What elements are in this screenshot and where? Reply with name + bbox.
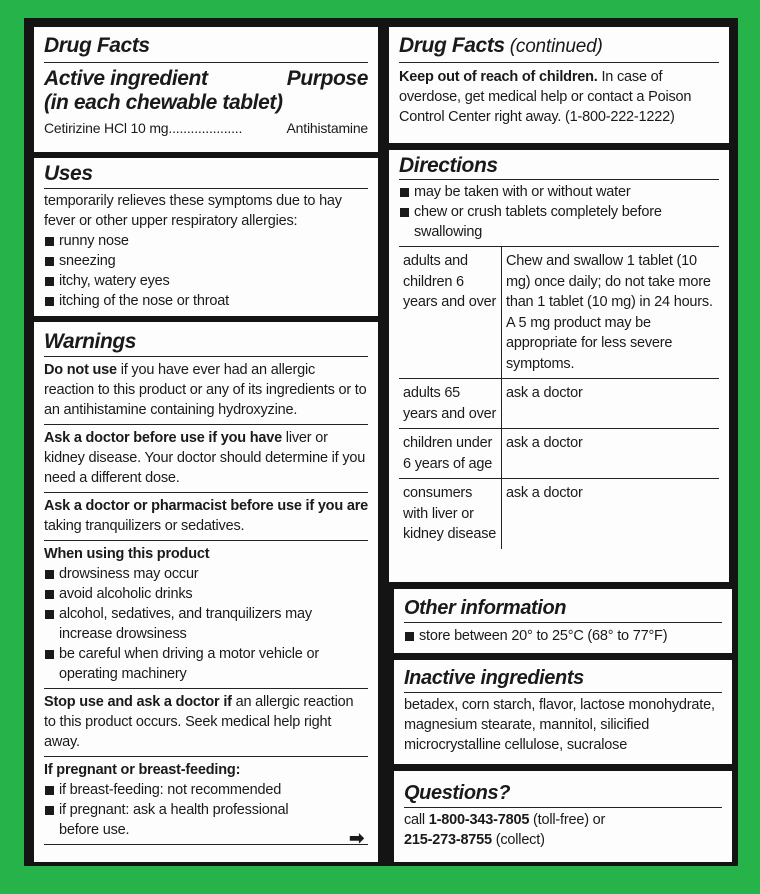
dosage-instruction: ask a doctor — [502, 379, 720, 429]
pregnant-label: If pregnant or breast-feeding: — [44, 762, 241, 778]
directions-item: chew or crush tablets completely before swallowing — [399, 202, 719, 242]
table-row — [399, 429, 719, 479]
active-ingredient-subheading: (in each chewable tablet) — [44, 91, 283, 114]
drug-facts-continued-label: Drug Facts — [399, 34, 505, 57]
inactive-ingredients-heading: Inactive ingredients — [404, 667, 722, 693]
keep-out-of-reach-text: In case of overdose, get medical help or contact a Poison Control Center right away. (1-800-222-1222) — [399, 69, 692, 125]
table-row — [399, 479, 719, 549]
stop-use-label: Stop use and ask a doctor if — [44, 694, 232, 710]
questions-line-2 — [404, 830, 722, 850]
pregnant-item: if breast-feeding: not recommended — [44, 780, 368, 800]
uses-item: itching of the nose or throat — [44, 291, 368, 311]
uses-panel — [34, 158, 378, 316]
dosage-group: adults 65 years and over — [399, 379, 502, 429]
stop-use-text: an allergic reaction to this product occurs. Seek medical help right away. — [44, 694, 354, 750]
drug-facts-continued-title — [399, 34, 719, 63]
table-row — [399, 379, 719, 429]
dosage-group: children under 6 years of age — [399, 429, 502, 479]
other-information-item: store between 20° to 25°C (68° to 77°F) — [404, 626, 722, 646]
ask-pharmacist-text: taking tranquilizers or sedatives. — [44, 518, 245, 534]
ask-pharmacist-section — [44, 493, 368, 541]
uses-item: runny nose — [44, 231, 368, 251]
toll-free-note: (toll-free) or — [529, 812, 606, 828]
table-row — [399, 247, 719, 379]
ask-pharmacist-label: Ask a doctor or pharmacist before use if you are — [44, 498, 368, 514]
uses-item: sneezing — [44, 251, 368, 271]
other-information-heading: Other information — [404, 597, 722, 623]
dosage-instruction: ask a doctor — [502, 479, 720, 549]
call-label: call — [404, 812, 429, 828]
uses-item: itchy, watery eyes — [44, 271, 368, 291]
dosage-group: adults and children 6 years and over — [399, 247, 502, 379]
purpose-heading: Purpose — [286, 67, 368, 90]
directions-item: may be taken with or without water — [399, 182, 719, 202]
dosage-instruction: Chew and swallow 1 tablet (10 mg) once daily; do not take more than 1 tablet (10 mg) in 24 hours. A 5 mg product may be appropriate for less severe symptoms. — [502, 247, 720, 379]
directions-panel — [389, 150, 729, 582]
when-using-section — [44, 541, 368, 689]
dosage-group: consumers with liver or kidney disease — [399, 479, 502, 549]
warnings-panel — [34, 322, 378, 862]
collect-phone: 215-273-8755 — [404, 832, 492, 848]
ask-doctor-label: Ask a doctor before use if you have — [44, 430, 282, 446]
inactive-ingredients-panel — [394, 660, 732, 764]
ingredient-dots: .................... — [168, 120, 243, 136]
pregnant-section — [44, 757, 368, 845]
directions-heading: Directions — [399, 154, 719, 180]
keep-out-of-reach — [399, 67, 719, 127]
drug-facts-title: Drug Facts — [44, 34, 368, 63]
when-using-item: alcohol, sedatives, and tranquilizers may increase drowsiness — [44, 604, 368, 644]
inactive-ingredients-text: betadex, corn starch, flavor, lactose monohydrate, magnesium stearate, mannitol, silicified microcrystalline cellulose, sucralose — [404, 697, 715, 753]
continue-arrow-icon: ➡ — [349, 828, 364, 848]
uses-intro: temporarily relieves these symptoms due to hay fever or other upper respiratory allergies: — [44, 193, 342, 229]
continued-suffix: (continued) — [504, 36, 603, 57]
dosage-instruction: ask a doctor — [502, 429, 720, 479]
directions-table — [399, 246, 719, 549]
toll-free-phone: 1-800-343-7805 — [428, 812, 530, 828]
pregnant-item: if pregnant: ask a health professional before use. — [44, 800, 368, 840]
collect-note: (collect) — [491, 832, 545, 848]
when-using-item: be careful when driving a motor vehicle or operating machinery — [44, 644, 368, 684]
when-using-item: avoid alcoholic drinks — [44, 584, 368, 604]
stop-use-section — [44, 689, 368, 757]
when-using-label: When using this product — [44, 546, 210, 562]
ingredient-purpose: Antihistamine — [286, 120, 368, 136]
active-ingredient-heading: Active ingredient — [44, 67, 208, 90]
ingredient-name: Cetirizine HCl 10 mg — [44, 120, 169, 136]
uses-heading: Uses — [44, 162, 368, 189]
drug-facts-continued-panel — [389, 27, 729, 143]
keep-out-of-reach-label: Keep out of reach of children. — [399, 69, 598, 85]
questions-heading: Questions? — [404, 782, 722, 808]
do-not-use-text: if you have ever had an allergic reaction to this product or any of its ingredients or to an antihistamine containing hydroxyzine. — [44, 362, 367, 418]
do-not-use-label: Do not use — [44, 362, 117, 378]
when-using-item: drowsiness may occur — [44, 564, 368, 584]
drug-facts-panel — [34, 27, 378, 152]
questions-panel — [394, 771, 732, 862]
ask-doctor-text: liver or kidney disease. Your doctor should determine if you need a different dose. — [44, 430, 366, 486]
ingredient-row — [44, 118, 368, 138]
questions-line-1 — [404, 810, 722, 830]
warnings-heading: Warnings — [44, 330, 368, 357]
do-not-use-section — [44, 357, 368, 425]
other-information-panel — [394, 589, 732, 653]
ask-doctor-section — [44, 425, 368, 493]
